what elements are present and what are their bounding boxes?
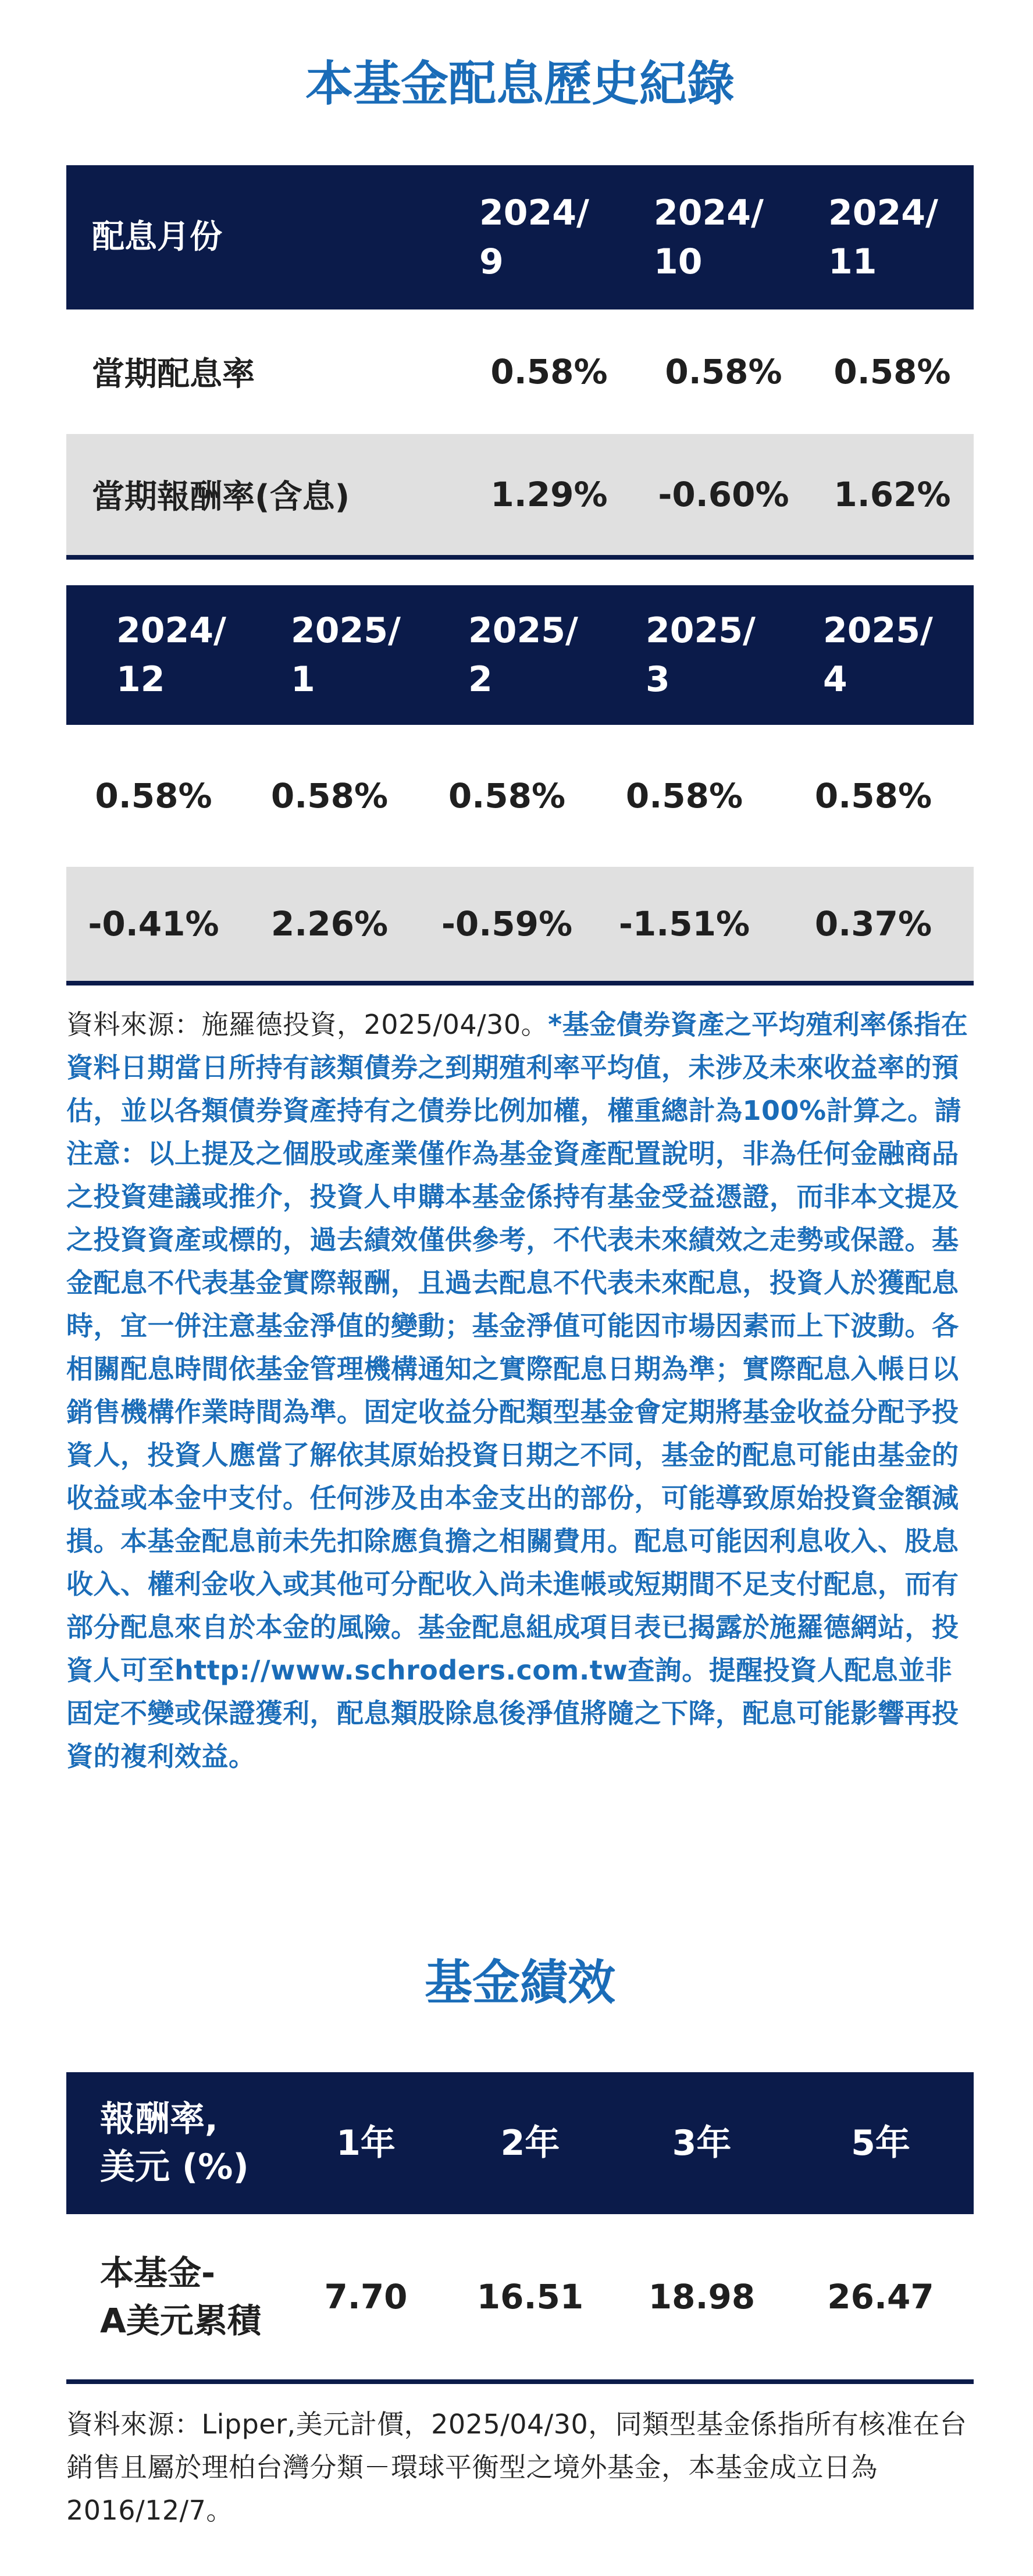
- table-divider: [66, 555, 974, 560]
- month-num: 12: [116, 659, 165, 700]
- dist-rate-value: 0.58%: [270, 776, 389, 816]
- dist-rate-label: 當期配息率: [92, 355, 255, 393]
- month-year: 2025/: [291, 610, 401, 651]
- dist-rate-value: 0.58%: [833, 352, 951, 392]
- period-header: 3年: [672, 2123, 732, 2164]
- disclaimer-text: *基金債券資產之平均殖利率係指在資料日期當日所持有該類債券之到期殖利率平均值，未涉及未來收益率的預估，並以各類債券資產持有之債券比例加權，權重總計為100%計算之。請注意：以上提及之個股或產業僅作為基金資產配置說明，非為任何金融商品之投資建議或推介，投資人申購本基金係持有基金受益憑證，而非本文提及之投資資產或標的，過去績效僅供參考，不代表未來績效之走勢或保證。基金配息不代表基金實際報酬，且過去配息不代表未來配息，投資人於獲配息時，宜一併注意基金淨值的變動；基金淨值可能因市場因素而上下波動。各相關配息時間依基金管理機構通知之實際配息日期為準；實際配息入帳日以銷售機構作業時間為準。固定收益分配類型基金會定期將基金收益分配予投資人，投資人應當了解依其原始投資日期之不同，基金的配息可能由基金的收益或本金中支付。任何涉及由本金支出的部份，可能導致原始投資金額減損。本基金配息前未先扣除應負擔之相關費用。配息可能因利息收入、股息收入、權利金收入或其他可分配收入尚未進帳或短期間不足支付配息，而有部分配息來自於本金的風險。基金配息組成項目表已揭露於施羅德網站，投資人可至http://www.schroders.com.tw查詢。提醒投資人配息並非固定不變或保證獲利，配息類股除息後淨值將隨之下降，配息可能影響再投資的複利效益。: [66, 1009, 968, 1772]
- dist-month-label: 配息月份: [92, 218, 222, 256]
- table-divider: [66, 981, 974, 985]
- period-header: 1年: [336, 2123, 396, 2164]
- return-rate-value: 1.62%: [833, 475, 951, 514]
- table-divider: [66, 2379, 974, 2384]
- month-num: 1: [291, 659, 315, 700]
- period-header: 2年: [500, 2123, 560, 2164]
- dist-rate-value: 0.58%: [490, 352, 608, 392]
- month-num: 3: [646, 659, 670, 700]
- label-line: 報酬率,: [100, 2099, 218, 2140]
- dist-month-cell: [596, 585, 773, 725]
- dist-table-2-header: [66, 585, 974, 725]
- return-rate-row: [66, 434, 974, 555]
- return-rate-row: [66, 867, 974, 981]
- performance-source-note: 資料來源：Lipper,美元計價，2025/04/30，同類型基金係指所有核准在台銷售且屬於理柏台灣分類－環球平衡型之境外基金，本基金成立日為2016/12/7。: [66, 2408, 967, 2526]
- dist-rate-value: 0.58%: [448, 776, 566, 816]
- month-year: 2024/: [654, 193, 764, 233]
- return-rate-value: -0.41%: [88, 904, 219, 944]
- dist-month-cell: [811, 165, 974, 309]
- return-rate-value: -0.59%: [441, 904, 573, 944]
- return-rate-value: -0.60%: [658, 475, 789, 514]
- label-line: 本基金-: [100, 2253, 216, 2293]
- dist-month-cell: [66, 585, 241, 725]
- fund-performance-row: [66, 2214, 974, 2379]
- label-line: A美元累積: [100, 2301, 261, 2340]
- month-num: 2: [468, 659, 493, 700]
- dist-month-cell: [636, 165, 811, 309]
- dist-rate-value: 0.58%: [625, 776, 743, 816]
- month-year: 2025/: [646, 610, 756, 651]
- month-year: 2025/: [468, 610, 578, 651]
- return-rate-label: 當期報酬率(含息): [92, 478, 350, 516]
- month-year: 2025/: [823, 610, 933, 651]
- performance-value: 26.47: [827, 2277, 934, 2317]
- dist-table-1: [66, 165, 974, 555]
- return-rate-value: 2.26%: [270, 904, 389, 944]
- performance-table: [66, 2072, 974, 2379]
- month-num: 11: [828, 241, 877, 282]
- dist-rate-value: 0.58%: [665, 352, 782, 392]
- dist-rate-value: 0.58%: [814, 776, 932, 816]
- dist-month-cell: [462, 165, 636, 309]
- return-rate-value: 1.29%: [490, 475, 608, 514]
- dist-month-cell: [241, 585, 418, 725]
- month-year: 2024/: [828, 193, 938, 233]
- performance-value: 7.70: [324, 2277, 408, 2317]
- performance-value: 16.51: [476, 2277, 584, 2317]
- period-header: 5年: [851, 2123, 910, 2164]
- month-num: 9: [479, 241, 504, 282]
- dist-history-title: 本基金配息歷史紀錄: [305, 56, 735, 112]
- dist-month-cell: [418, 585, 596, 725]
- month-year: 2024/: [479, 193, 589, 233]
- dist-table-2: [66, 585, 974, 981]
- dist-rate-row: [66, 725, 974, 867]
- dist-rate-value: 0.58%: [95, 776, 212, 816]
- dist-table-1-header: [66, 165, 974, 309]
- performance-title: 基金績效: [424, 1955, 615, 2011]
- return-currency-label: [66, 2072, 287, 2214]
- month-num: 10: [654, 241, 703, 282]
- source-text: 資料來源：施羅德投資，2025/04/30。: [66, 1009, 548, 1040]
- return-rate-value: 0.37%: [814, 904, 932, 944]
- return-rate-value: -1.51%: [618, 904, 750, 944]
- dist-rate-row: [66, 309, 974, 434]
- label-line: 美元 (%): [100, 2147, 249, 2187]
- dist-disclaimer-note: [66, 1003, 974, 1778]
- month-num: 4: [823, 659, 847, 700]
- fund-class-label: [66, 2214, 287, 2379]
- dist-month-cell: [773, 585, 974, 725]
- performance-value: 18.98: [648, 2277, 756, 2317]
- month-year: 2024/: [116, 610, 226, 651]
- performance-header: [66, 2072, 974, 2214]
